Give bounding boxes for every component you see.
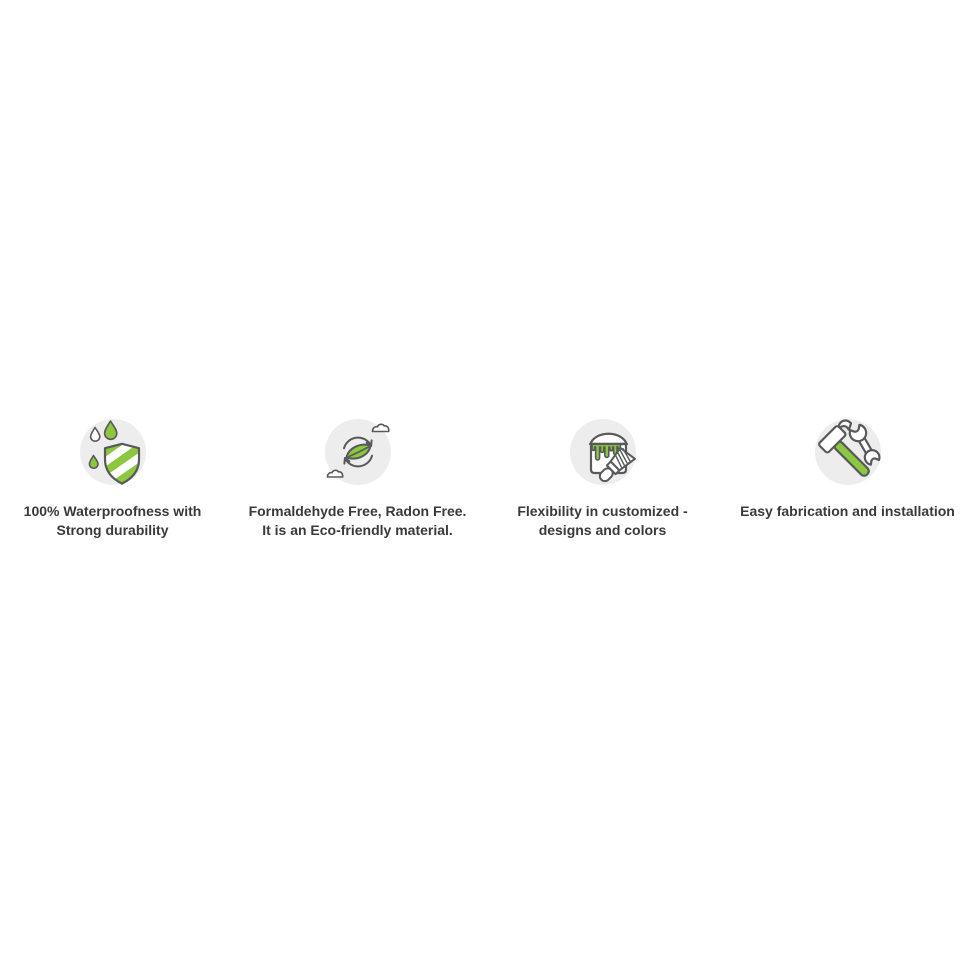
feature-label-line: Flexibility in customized - (517, 503, 688, 519)
feature-label (517, 502, 687, 540)
feature-label-line: designs and colors (538, 522, 667, 538)
feature-item-waterproofness (0, 419, 235, 540)
features-section (0, 419, 960, 540)
feature-label (740, 502, 955, 521)
hammer-wrench-icon (815, 419, 881, 485)
paint-bucket-brush-icon-svg (570, 419, 636, 485)
feature-label-line: Easy fabrication and installation (740, 503, 955, 519)
feature-label (249, 502, 467, 540)
waterproof-shield-icon (80, 419, 146, 485)
eco-recycle-leaf-icon-svg (325, 419, 391, 485)
feature-label-line: It is an Eco-friendly material. (262, 522, 453, 538)
feature-label-line: Strong durability (56, 522, 169, 538)
feature-label-line: Formaldehyde Free, Radon Free. (248, 503, 467, 519)
feature-label (24, 502, 202, 540)
waterproof-shield-icon-svg (80, 419, 146, 485)
feature-item-eco-friendly (235, 419, 480, 540)
feature-item-customization (480, 419, 725, 540)
paint-bucket-brush-icon (570, 419, 636, 485)
feature-item-installation (725, 419, 960, 540)
hammer-wrench-icon-svg (815, 419, 881, 485)
feature-label-line: 100% Waterproofness with (23, 503, 202, 519)
cloud-bottom-left (327, 470, 342, 477)
eco-recycle-leaf-icon (325, 419, 391, 485)
